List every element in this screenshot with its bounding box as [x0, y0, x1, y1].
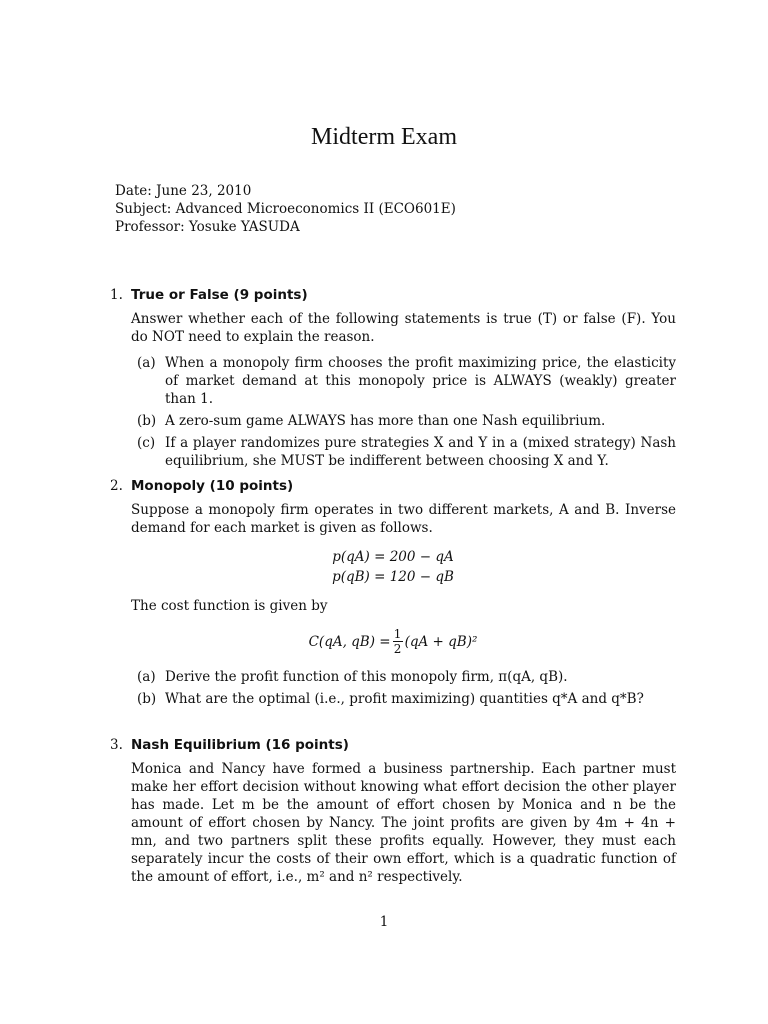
question-parts [131, 354, 676, 470]
question-title: True or False (9 points) [131, 287, 308, 303]
question-part [131, 412, 676, 430]
exam-date: Date: June 23, 2010 [115, 183, 252, 199]
cost-equation [110, 627, 676, 656]
question-number: 1. [110, 287, 123, 303]
exam-professor: Professor: Yosuke YASUDA [115, 219, 300, 235]
question-part [131, 690, 676, 708]
cost-lhs: C(qA, qB) = [308, 633, 391, 650]
part-text: What are the optimal (i.e., profit maximizing) quantities q*A and q*B? [165, 691, 644, 707]
question-intro: Suppose a monopoly firm operates in two different markets, A and B. Inverse demand for each market is given as follows. [131, 502, 676, 536]
question-number: 2. [110, 478, 123, 494]
demand-equation-b: p(qB) = 120 − qB [332, 569, 454, 585]
question-part [131, 354, 676, 408]
fraction-numerator: 1 [393, 627, 402, 641]
question-number: 3. [110, 737, 123, 753]
part-text: Derive the profit function of this monopoly firm, π(qA, qB). [165, 669, 568, 685]
cost-rhs: (qA + qB)² [404, 633, 478, 650]
exam-meta [115, 182, 456, 236]
exam-subject: Subject: Advanced Microeconomics II (ECO601E) [115, 201, 456, 217]
question-intro: Monica and Nancy have formed a business partnership. Each partner must make her effort decision without knowing what effort decision the other player has made. Let m be the amount of effort chosen by Monica and n be the amount of effort chosen by Nancy. The joint profits are given by 4m + 4n + mn, and two partners split these profits equally. However, they must each separately incur the costs of their own effort, which is a quadratic function of the amount of effort, i.e., m² and n² respectively. [131, 761, 676, 885]
question-title: Monopoly (10 points) [131, 478, 294, 494]
part-label: (b) [137, 691, 157, 707]
page-number: 1 [379, 914, 389, 930]
question-3 [110, 736, 676, 886]
cost-fraction [393, 627, 403, 656]
part-text: If a player randomizes pure strategies X and Y in a (mixed strategy) Nash equilibrium, she MUST be indifferent between choosing X and Y. [165, 435, 676, 469]
page-title: Midterm Exam [311, 124, 457, 150]
demand-equations [110, 547, 676, 587]
part-label: (a) [137, 669, 156, 685]
question-part [131, 434, 676, 470]
part-label: (c) [137, 435, 156, 451]
part-label: (a) [137, 355, 156, 371]
part-text: A zero-sum game ALWAYS has more than one Nash equilibrium. [165, 413, 606, 429]
part-label: (b) [137, 413, 157, 429]
question-parts [131, 668, 676, 708]
question-2 [110, 477, 676, 712]
part-text: When a monopoly firm chooses the profit maximizing price, the elasticity of market demand at this monopoly price is ALWAYS (weakly) greater than 1. [165, 355, 676, 407]
demand-equation-a: p(qA) = 200 − qA [332, 549, 454, 565]
question-intro: Answer whether each of the following statements is true (T) or false (F). You do NOT need to explain the reason. [131, 311, 676, 345]
cost-intro: The cost function is given by [131, 598, 328, 614]
question-title: Nash Equilibrium (16 points) [131, 737, 349, 753]
question-part [131, 668, 676, 686]
fraction-denominator: 2 [393, 642, 402, 656]
question-1 [110, 286, 676, 474]
